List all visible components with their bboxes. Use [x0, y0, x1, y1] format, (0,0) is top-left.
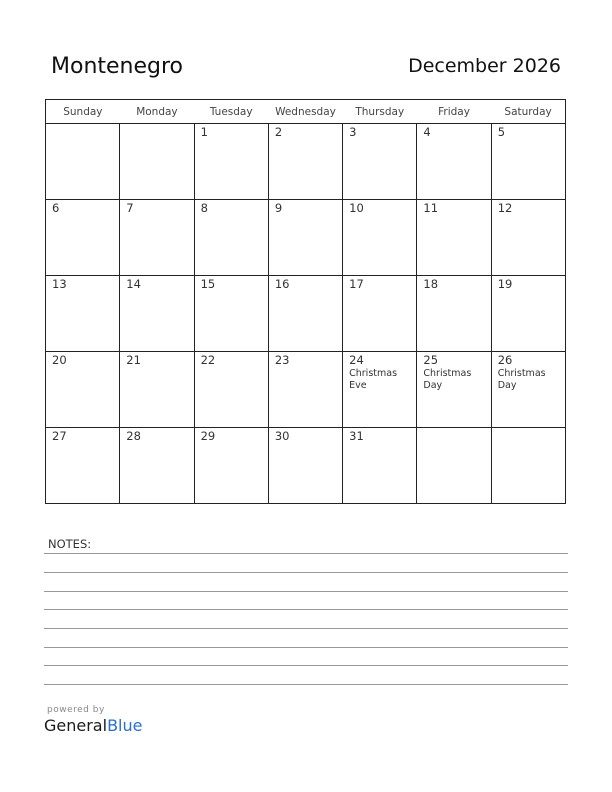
day-number: 6: [52, 201, 60, 215]
day-number: 23: [274, 353, 290, 367]
day-number: 12: [497, 201, 513, 215]
day-number: 2: [274, 125, 283, 139]
day-number: 24: [349, 353, 364, 367]
notes-line: [44, 609, 568, 610]
day-number: 15: [200, 277, 216, 291]
day-number: 29: [200, 429, 216, 443]
calendar-day-cell: [491, 124, 565, 200]
calendar-week-row: [46, 124, 566, 200]
day-number: 28: [126, 429, 141, 443]
day-number: 5: [497, 125, 506, 139]
day-number: 18: [423, 277, 439, 291]
calendar-day-cell: [46, 276, 120, 352]
notes-line: [44, 665, 568, 666]
calendar-day-cell: [343, 352, 417, 428]
calendar-day-cell: [194, 124, 268, 200]
day-number: 16: [274, 277, 290, 291]
calendar-day-cell: [343, 124, 417, 200]
day-number: 27: [52, 429, 67, 443]
day-number: 31: [349, 429, 364, 443]
calendar-day-cell: [194, 276, 268, 352]
weekday-header-row: [46, 100, 566, 124]
weekday-header: Wednesday: [268, 100, 342, 124]
calendar-day-cell: [417, 352, 491, 428]
calendar-day-cell: [120, 276, 194, 352]
holiday-label: Christmas Eve: [349, 368, 398, 391]
calendar-day-cell: [194, 428, 268, 504]
notes-label: NOTES:: [48, 537, 92, 551]
notes-line: [44, 647, 568, 648]
holiday-label: Christmas Day: [423, 368, 472, 391]
day-number: 19: [497, 277, 513, 291]
brand-blue-text: Blue: [107, 716, 143, 735]
day-number: 10: [349, 201, 364, 215]
brand-general-text: General: [44, 716, 108, 735]
calendar-day-cell: [268, 352, 342, 428]
calendar-day-cell: [268, 276, 342, 352]
weekday-header: Tuesday: [194, 100, 268, 124]
calendar-day-cell: [268, 200, 342, 276]
generalblue-logo: [44, 716, 142, 735]
calendar-day-cell: [343, 200, 417, 276]
calendar-week-row: [46, 352, 566, 428]
calendar-day-cell: [46, 124, 120, 200]
calendar-day-cell: [343, 276, 417, 352]
day-number: 1: [200, 125, 208, 139]
calendar-day-cell: [194, 200, 268, 276]
notes-line: [44, 684, 568, 685]
day-number: 25: [423, 353, 439, 367]
calendar-day-cell: [120, 124, 194, 200]
day-number: 8: [200, 201, 208, 215]
calendar-day-cell: [417, 200, 491, 276]
day-number: 13: [52, 277, 67, 291]
day-number: 7: [126, 201, 134, 215]
day-number: 9: [274, 201, 283, 215]
calendar-day-cell: [120, 352, 194, 428]
notes-line: [44, 572, 568, 573]
calendar-day-cell: [491, 428, 565, 504]
notes-line: [44, 591, 568, 592]
calendar-month-title: December 2026: [408, 55, 561, 77]
day-number: 30: [274, 429, 290, 443]
day-number: 17: [349, 277, 364, 291]
calendar-day-cell: [46, 428, 120, 504]
day-number: 11: [423, 201, 439, 215]
calendar-day-cell: [491, 200, 565, 276]
calendar-grid: [45, 99, 566, 504]
weekday-header: Friday: [417, 100, 491, 124]
calendar-day-cell: [46, 352, 120, 428]
calendar-week-row: [46, 200, 566, 276]
day-number: 4: [423, 125, 431, 139]
calendar-day-cell: [491, 352, 565, 428]
calendar-day-cell: [417, 428, 491, 504]
day-number: 21: [126, 353, 141, 367]
calendar-day-cell: [268, 428, 342, 504]
weekday-header: Thursday: [343, 100, 417, 124]
calendar-day-cell: [417, 276, 491, 352]
calendar-day-cell: [120, 428, 194, 504]
day-number: 3: [349, 125, 357, 139]
calendar-day-cell: [343, 428, 417, 504]
calendar-week-row: [46, 276, 566, 352]
calendar-day-cell: [491, 276, 565, 352]
weekday-header: Monday: [120, 100, 194, 124]
notes-line: [44, 628, 568, 629]
powered-by-text: powered by: [47, 705, 105, 715]
day-number: 20: [52, 353, 67, 367]
weekday-header: Sunday: [46, 100, 120, 124]
day-number: 26: [497, 353, 513, 367]
calendar-day-cell: [268, 124, 342, 200]
weekday-header: Saturday: [491, 100, 565, 124]
notes-line: [44, 553, 568, 554]
calendar-day-cell: [417, 124, 491, 200]
calendar-country-title: Montenegro: [51, 54, 184, 79]
day-number: 22: [200, 353, 216, 367]
calendar-day-cell: [46, 200, 120, 276]
calendar-day-cell: [120, 200, 194, 276]
day-number: 14: [126, 277, 141, 291]
calendar-week-row: [46, 428, 566, 504]
holiday-label: Christmas Day: [497, 368, 546, 391]
calendar-day-cell: [194, 352, 268, 428]
